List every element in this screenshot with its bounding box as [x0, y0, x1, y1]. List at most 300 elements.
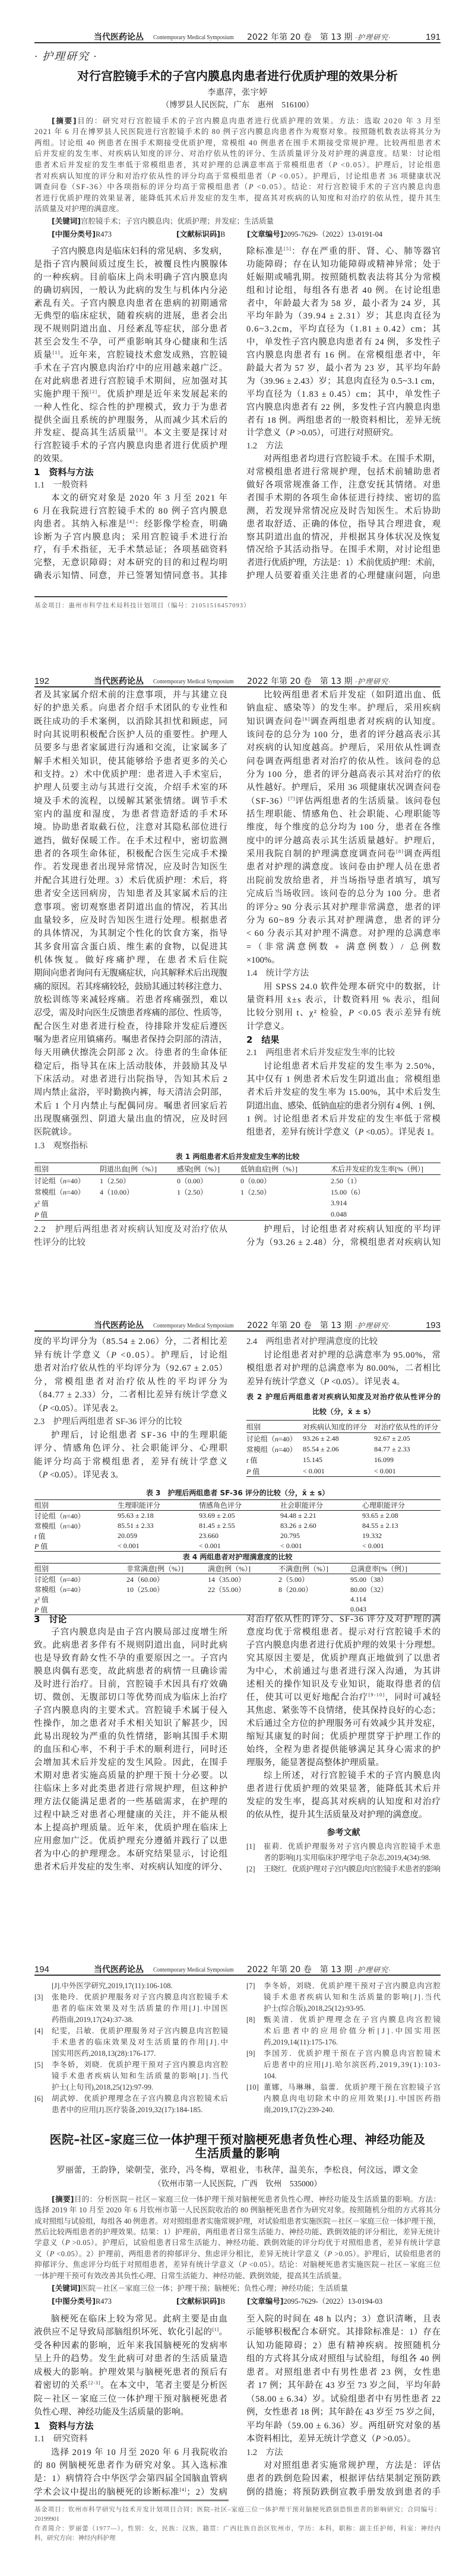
reference-number: [9]	[246, 2049, 255, 2058]
text-line: 患者安全送回病房，告知患者及其家属术后的注	[34, 889, 229, 899]
text-line: 配合医生对患者进行检查，待排除并发症后遵医	[34, 1021, 229, 1031]
text-line: 提供全面且系统的护理服务，从而减少其术后的	[34, 415, 229, 425]
text-line: 发症的发生率，提高其对疾病的认知度和对治疗	[246, 1797, 442, 1807]
text-line: 机体恢复。做好疼痛护理，在患者术后住院	[34, 955, 229, 965]
column-header: 阴道出血[例（%）]	[100, 1163, 177, 1175]
journal-name-en: Contemporary Medical Symposium	[153, 1966, 234, 1973]
reference-number: [2]	[246, 1864, 255, 1873]
text-line: 分，常模组患者对治疗依从性的平均评分为	[34, 1377, 229, 1387]
text-line: 抑郁评分、焦虑评分均低于对照组患者，差异有统计学意义（P <0.05）。结论：对脑梗死患者实施医院－社区－家庭三位	[34, 2260, 441, 2269]
text-line: 子宫内膜息肉的主要术式。宫腔镜手术属于侵入	[34, 1706, 229, 1715]
text-line: 完成后当场收回。该问卷的总分为 100 分。患者	[246, 889, 441, 899]
column-header: 情感角色评分	[199, 1500, 280, 1511]
table-cell: P 值	[34, 1542, 48, 1550]
text-line: 院－社区－家庭三位一体护理干预对脑梗死患者	[34, 2394, 229, 2404]
text-line: 宫内膜息肉患者有 16 例。在常模组患者中，年	[246, 351, 442, 361]
article-authors: 李惠萍，张宇婷	[207, 88, 268, 97]
table-cell: 84.77 ± 2.33	[374, 1444, 410, 1453]
section-heading: 1.4 统计学方法	[246, 969, 309, 979]
text-line: 应用愈加广泛。优质护理充分遵循并践行了以患	[34, 1836, 229, 1846]
text-line: 学术会议中提出的脑梗死的诊断标准[4]；2）发病	[34, 2486, 228, 2497]
page-193	[0, 1288, 475, 1932]
footnotes	[34, 2505, 441, 2543]
table-cell: 84.55 ± 2.13	[362, 1521, 398, 1530]
table-row	[34, 1541, 441, 1552]
table-cell: 22（55.00）	[208, 1585, 246, 1594]
text-line: 选择 2019 年 10 月至 2020 年 6 月我院收治	[51, 2447, 228, 2457]
table-header-row	[34, 1500, 441, 1511]
table-cell: 1（2.50）	[240, 1187, 271, 1196]
text-line: 的具体情况，为其制定个性化的饮食方案，指导	[34, 929, 229, 939]
text-line: 出现腹痛强烈、阴道大量出血的情况，应及时回	[34, 1115, 229, 1124]
text-line: （P <0.05）。详见表 2。	[34, 1403, 124, 1413]
body-column-left	[34, 1223, 227, 1249]
table-2-title-line	[246, 1405, 441, 1419]
table-row	[34, 1175, 441, 1186]
page-192	[0, 644, 475, 1288]
column-header: 心理职能评分	[362, 1500, 441, 1511]
text-line: 子宫内膜息肉是由子宫内膜局部过度增生所	[51, 1628, 229, 1637]
body-column-left	[34, 1613, 227, 1874]
text-line: 情况给予其活动指导。在围手术期，对讨论组患	[246, 545, 442, 555]
table-cell: < 0.001	[118, 1542, 140, 1550]
table-cell	[126, 1594, 208, 1604]
body-column-left	[34, 1335, 227, 1482]
body-column-left	[34, 689, 227, 1152]
text-line: 对两组患者均进行宫腔镜手术。在围手术期，	[264, 454, 441, 464]
table-cell: 3.914	[331, 1199, 347, 1208]
table-row	[34, 1574, 441, 1585]
running-header	[0, 32, 475, 43]
article-title	[0, 2133, 475, 2160]
text-line: 切、微创、无腹部切口等优势而成为临床上治疗	[34, 1693, 229, 1702]
table-cell: 81.45 ± 2.55	[199, 1521, 235, 1530]
table-cell: 85.54 ± 2.06	[303, 1444, 339, 1453]
reference-line: [J].中外医学研究,2019,17(11):106-108.	[52, 1981, 173, 1990]
journal-column: ·护理研究·	[355, 1322, 391, 1330]
table-cell: 常模组（n=40）	[34, 1522, 85, 1530]
table-cell: < 0.001	[362, 1542, 384, 1550]
text-line: 医院就诊。	[34, 1128, 77, 1138]
reference-line: 手术患者的临床效果及对生活质量的作用[J].中	[52, 2037, 229, 2046]
table-cell: < 0.001	[303, 1466, 325, 1475]
section-heading: 1 资料与方法	[34, 467, 94, 478]
table-cell: 94.48 ± 2.21	[280, 1511, 316, 1520]
text-line: 者中，年龄最大者为 58 岁，最小者为 24 岁，其	[246, 298, 441, 308]
text-line: 既往成功的手术案例，以消除其担忧和顾虑，同	[34, 717, 229, 727]
table-cell: 92.67 ± 2.05	[374, 1434, 410, 1443]
text-line: 会增加其术后并发症的发生风险。因此，在围手	[34, 1758, 229, 1768]
text-line: 在对此病患者进行宫腔镜手术期间，应加强对其	[34, 376, 229, 386]
reference-item	[34, 2059, 228, 2093]
text-line: 模组患者对护理的总满意率为 80.00%，二者相比	[246, 1364, 441, 1374]
table-cell	[208, 1594, 278, 1604]
text-line: 述相关的操作知识及专业知识，能取得患者的信	[246, 1680, 442, 1689]
reference-line: 内膜息肉电切除术中的应用效果[J].中国医药指	[264, 2094, 442, 2103]
text-line: 然后比较两组患者的护理效果。结果：1）护理前，两组患者日常生活能力、神经功能、跌倒效能的评分相比，差异无统计	[34, 2227, 441, 2236]
running-header	[0, 676, 475, 687]
reference-line: 胡武婷．优质护理理念在子宫内膜息肉宫腔镜术后	[52, 2094, 229, 2103]
journal-column: ·护理研究·	[355, 1966, 391, 1974]
table-row	[246, 1444, 441, 1455]
reference-line: 104.	[264, 2071, 277, 2080]
text-line: 周内禁止盆浴，平时勤换内裤，每天清洁会阴部，	[34, 1088, 228, 1098]
table-cell: 20.795	[280, 1531, 300, 1540]
reference-item	[246, 1980, 441, 2014]
table-cell: χ² 值	[34, 1199, 49, 1208]
table-2-title-text: 表 2 护理后两组患者对疾病认知度及对治疗依从性评分的	[246, 1392, 441, 1401]
text-line: 评分、情感角色评分、社会职能评分、心理职	[34, 1444, 229, 1453]
body-column-left	[34, 246, 227, 583]
clc-number	[52, 229, 112, 240]
text-line: 计学意义（P >0.05），可进行对照研究。	[246, 428, 399, 438]
text-line: =（非常满意例数 + 满意例数）/ 总例数	[246, 942, 443, 952]
column-header: 不满意[例（%）]	[278, 1564, 350, 1574]
text-line: 本上提高护理质量。近年来，优质护理在临床上	[34, 1823, 229, 1833]
text-line: 妊娠期或哺乳期。按照随机数表法将其分为常模	[246, 272, 442, 282]
table-cell: < 0.001	[199, 1542, 221, 1550]
reference-item	[34, 2026, 228, 2059]
table-cell: 93.65 ± 2.08	[362, 1511, 398, 1520]
reference-number: [7]	[246, 1981, 255, 1990]
text-line: 及时进行治疗。目前，宫腔镜手术因具有疗效确	[34, 1680, 229, 1689]
text-line: （58.00 ± 6.34）岁。试验组患者中有男性患者 22	[246, 2394, 441, 2404]
page-194	[0, 1932, 475, 2576]
text-line: 是：1）病情符合中华医学会第四届全国脑血管病	[34, 2474, 228, 2484]
reference-line: 南,2019,17(2):239-240.	[264, 2105, 335, 2114]
text-line: 量资料用 x̄±s 表示，计数资料用 % 表示，组间	[246, 995, 441, 1005]
abstract	[34, 2194, 441, 2281]
text-line: 察其阴道出血的情况，并根据其身体状况及恢复	[246, 532, 442, 542]
table-cell: < 0.001	[280, 1542, 302, 1550]
text-line: 度的平均评分为（85.54 ± 2.06）分，二者相比差	[34, 1337, 228, 1346]
reference-line: 镜手术患者疾病认知和生活质量的影响[J].当代	[52, 2071, 229, 2080]
section-heading: 2.4 两组患者对护理满意度的比较	[246, 1337, 378, 1346]
text-line: 患者对治疗依从性的平均评分为（92.67 ± 2.05）	[34, 1364, 228, 1373]
column-header: 感染[例（%）]	[177, 1163, 240, 1175]
journal-name: 当代医药论丛	[94, 677, 144, 686]
text-line: 行宫腔镜手术的子宫内膜息肉患者进行优质护理	[34, 441, 229, 451]
section-heading: 1 资料与方法	[34, 2420, 94, 2431]
section-heading: 性评分的比较	[34, 1238, 86, 1247]
text-line: 者有 18 例。两组患者的一般资料相比，差异无统	[246, 415, 441, 425]
text-line: 活质量及对护理的满意度。	[34, 205, 124, 214]
clc-value: R473	[95, 230, 112, 238]
text-line: 阴道出血、感染、低钠血症的患者分别有 4 例、1 例、	[246, 1101, 441, 1111]
table-cell: < 0.001	[374, 1466, 396, 1475]
doc-code-label: [文献标识码]	[176, 2297, 220, 2306]
section-heading: 1.2 方法	[246, 441, 283, 451]
text-line: 术期对患者实施高质量的护理干预十分必要。以	[34, 1771, 229, 1781]
text-line: 分为 60~89 分表示其对护理满意，患者的评分	[246, 915, 442, 925]
text-line: 疗，有手术指征，无手术禁忌证；各项基础资料	[34, 545, 229, 555]
table-3-title: 表 3 护理后两组患者 SF-36 评分的比较（分，x̄ ± s）	[145, 1489, 330, 1497]
text-line: 6 月在我院进行宫腔镜手术的 80 例子宫内膜息	[34, 506, 229, 516]
keywords-label: [关键词]	[52, 2284, 81, 2292]
document-code	[176, 229, 225, 240]
text-line: （84.77 ± 2.33）分，二者相比差异有统计学意义	[34, 1390, 228, 1400]
text-line: 异有统计学意义（P <0.05）。护理后，讨论组	[34, 1350, 229, 1360]
article-affiliation: （博罗县人民医院，广东 惠州 516100）	[161, 100, 314, 109]
section-heading: 2 结果	[246, 1034, 280, 1045]
text-line: 和支持。2）术中优质护理：患者进入手术室后，	[34, 770, 228, 780]
header-rule	[34, 1975, 441, 1976]
text-line: 膜息肉偶有恶变，故此病患者的病情一旦确诊需	[34, 1667, 229, 1676]
text-line: 稳定后，指导其在床上活动肢体，并鼓励其及早	[34, 1061, 229, 1071]
reference-line: 国实用医药,2018,13(28):176-177.	[52, 2049, 156, 2058]
text-line: 忍受，需及时向医生反馈患者疼痛的部位、性质等，	[34, 1008, 227, 1018]
table-row	[34, 1198, 441, 1209]
reference-line: 镜手术患者疾病认知和生活质量的影响[J].当代	[264, 1992, 442, 2001]
text-line: 做好各项常规准备工作，注意安抚其情绪。对患	[246, 480, 442, 491]
column-header: 组别	[246, 1421, 303, 1433]
text-line: 宫内膜息肉患者有 22 例，多发性子宫内膜息肉患	[246, 402, 441, 412]
header-rule	[34, 1330, 441, 1332]
document-code	[176, 2296, 225, 2307]
journal-issue: 2022 年第 20 卷 第 13 期	[247, 677, 353, 686]
reference-number: [5]	[34, 2060, 43, 2069]
text-line: 为（39.96 ± 2.43）岁；其息肉直径为 0.5~3.1 cm，	[246, 376, 441, 386]
text-line: 现不规则阴道出血、月经紊乱等症状，部分患者	[34, 324, 229, 335]
text-line: 功能障碍；存在认知功能障碍或精神异常；处于	[246, 259, 442, 269]
text-line: 室内的温度和湿度，为患者营造舒适的手术环	[34, 810, 229, 820]
text-line: 成极大的影响。护理效果与脑梗死患者的预后有	[34, 2367, 229, 2377]
header-rule	[34, 686, 441, 687]
page-number: 193	[425, 1320, 441, 1330]
text-line: 并发症、提高其生活质量[3]。本文主要是探讨对	[34, 428, 229, 438]
body-column-right	[246, 1613, 441, 1822]
doc-code-value: B	[220, 2297, 226, 2306]
references-heading: 参考文献	[327, 1828, 360, 1838]
journal-issue: 2022 年第 20 卷 第 13 期	[247, 1965, 353, 1975]
table-1-title: 表 1 两组患者术后并发症发生率的比较	[175, 1152, 300, 1161]
reference-line: 者的影响[J].实用临床护理学电子杂志,2019,4(34):98.	[264, 1853, 431, 1862]
table-4	[34, 1563, 441, 1615]
text-line: 患者术后并发症的发生率、对疾病认知度的评分、	[34, 1862, 228, 1872]
table-row	[246, 1466, 441, 1477]
text-line: 讨论组患者术后并发症的发生率为 2.50%，	[264, 1061, 442, 1071]
page-number: 191	[425, 32, 441, 42]
article-number-label: [文章编号]	[247, 230, 284, 238]
text-line: 倒的措施；将预防跌倒宣教手册发放到患者的手	[246, 2487, 442, 2497]
column-header: 组别	[34, 1163, 100, 1175]
clc-label: [中图分类号]	[52, 2297, 96, 2306]
table-cell	[177, 1198, 240, 1209]
clc-label: [中图分类号]	[52, 230, 96, 238]
text-line: 其中仅有 1 例患者术后发生阴道出血；常模组患	[246, 1074, 442, 1084]
journal-name: 当代医药论丛	[94, 33, 144, 42]
text-line: 为中心，术前通过与患者进行深入沟通，为其讲	[246, 1667, 442, 1676]
table-row	[34, 1511, 441, 1521]
journal-name: 当代医药论丛	[94, 1321, 144, 1330]
doc-code-value: B	[220, 230, 226, 238]
text-line: 选择 2019 年 10 月至 2020 年 6 月钦州市第一人民医院收治的 80 例脑梗死患者作为研究对象。按照随机分组的方式将其分	[34, 2206, 441, 2215]
section-heading: 2.1 两组患者术后并发症发生率的比较	[246, 1048, 395, 1058]
table-header-row	[246, 1421, 441, 1433]
text-line: 知识调查问卷[6]调查两组患者对疾病的认知度。	[246, 716, 442, 727]
references-list	[34, 1980, 228, 2116]
text-line: 往临床上多对此类患者进行常规护理，但这种护	[34, 1784, 229, 1794]
table-cell: 23.660	[199, 1531, 218, 1540]
reference-line: 药指南,2019,17(24):37-38.	[52, 2015, 134, 2024]
column-header: 组别	[34, 1500, 118, 1511]
text-line: 子宫内膜息肉是临床妇科的常见病、多发病，	[51, 247, 228, 256]
text-line: 比较两组患者术后并发症（如阴道出血、低	[264, 690, 442, 700]
text-line: 患者取舒适、正确的体位，指导其合理进食，观	[246, 519, 442, 529]
reference-item	[246, 2082, 441, 2116]
text-line: 平均年龄（59.00 ± 6.36）岁。两组研究对象的基	[246, 2421, 441, 2431]
text-line: 下床活动。对患者进行出院指导，告知其术后 2	[34, 1074, 229, 1084]
text-line: 护理人员要着重关注患者的心理健康问题，向患	[246, 571, 442, 581]
table-cell: 85.51 ± 2.33	[118, 1521, 154, 1530]
text-line: 至入院的时间在 48 h 以内；3）意识清晰，且表	[246, 2314, 442, 2324]
text-line: 负性心理、神经功能及生活质量的影响。	[34, 2408, 189, 2418]
table-cell	[100, 1209, 177, 1220]
text-line: 的效果。	[34, 454, 68, 464]
text-line: 例，女性患者 18 例；其年龄在 43 岁至 75 岁之间，	[246, 2408, 441, 2418]
text-line: < 60 分表示其对护理不满意。对护理的总满意率	[246, 929, 441, 939]
text-line: 任，使其可以更好地配合治疗[9-10]，同时可减轻	[246, 1692, 442, 1702]
column-header: 对治疗依从性的评分	[374, 1421, 441, 1433]
table-cell: 讨论组（n=40）	[34, 1575, 85, 1584]
table-cell: 4.114	[350, 1595, 366, 1603]
section-heading: 1.2 方法	[246, 2447, 283, 2457]
table-cell: 80.00（32）	[350, 1585, 388, 1594]
text-line: 每天用碘伏擦洗会阴部 2 次。待患者的生命体征	[34, 1048, 228, 1058]
header-rule	[34, 42, 441, 43]
text-line: 理方法仅能满足患者的一些基础需求，在护理的	[34, 1797, 229, 1807]
table-cell: 2.50（1）	[331, 1176, 362, 1185]
reference-line: 患者的临床效果及对生活质量的作用[J].中国医	[52, 2004, 229, 2013]
text-line: 诊断为子宫内膜息肉；采用宫腔镜手术进行治	[34, 532, 229, 542]
reference-line: 患者中的应用[J].医疗装备,2019,32(17):184-185.	[52, 2105, 203, 2114]
table-row	[34, 1186, 441, 1198]
text-line: 度中的评分越高表示其生活质量越好。护理后，	[246, 836, 442, 846]
text-line: 脑梗死在临床上较为常见。此病主要是由血	[51, 2314, 229, 2324]
text-line: 能评分均高于常模组患者，差异有统计学意义	[34, 1457, 229, 1467]
text-line: 血量较多，应及时告知医生进行处理。根据患者	[34, 915, 229, 925]
references-list	[246, 1980, 441, 2116]
text-line: 调查问卷（SF-36）中各项指标的评分均高于常模组患者（P <0.05）。结论：对行宫腔镜手术的子宫内膜息肉患	[34, 183, 442, 192]
text-line: 基金项目：钦州市科学研究与技术开发计划项目合同；医院–社区–家庭三位一体护理干预对脑梗死跌倒恐惧患者的影响研究；合同编号：	[34, 2507, 441, 2513]
text-line: ×100%。	[246, 955, 280, 965]
table-cell: 20.059	[118, 1531, 137, 1540]
clc-value: R473	[95, 2297, 112, 2306]
doc-code-label: [文献标识码]	[176, 230, 220, 238]
reference-line: 王晓红．优质护理对子宫内膜息肉宫腔镜手术患者的影响	[264, 1864, 441, 1873]
table-header-row	[34, 1564, 441, 1574]
text-line: 是指子宫内膜间质过度生长，被覆良性内膜腺体	[34, 259, 229, 269]
text-line: 对对照组患者实施常规护理，方法是：评估	[264, 2460, 442, 2470]
text-line: 该问卷的总分为 100 分，患者的评分越高表示其	[246, 730, 441, 740]
text-line: 采用我院自制的护理满意度调查问卷[8]调查两组	[246, 849, 442, 859]
references-list	[246, 1841, 441, 1875]
table-row	[246, 1433, 441, 1444]
table-cell: P 值	[34, 1606, 48, 1614]
table-header-row	[34, 1163, 441, 1175]
text-line: 究其原因主要是，优质护理真正地做到了以患者	[246, 1654, 442, 1663]
table-cell: 0.048	[331, 1210, 347, 1219]
text-line: 液供应不足导致局部脑组织坏死、软化引起的[1]。	[34, 2327, 228, 2338]
table-cell: t 值	[246, 1456, 258, 1465]
text-line: 护理后，讨论组患者 SF-36 中的生理职能	[51, 1430, 229, 1440]
keywords-label: [关键词]	[52, 216, 81, 225]
text-line: 放松训练等来减轻疼痛。若患者疼痛强烈，难以	[34, 995, 229, 1005]
body-column-right	[246, 1335, 441, 1389]
table-cell	[240, 1209, 331, 1220]
reference-line: 李国芳．优质护理干预在子宫内膜息肉宫腔镜术	[264, 2049, 442, 2058]
body-column-right	[246, 2313, 441, 2499]
text-line: 后并发症的发生率、对疾病认知度的评分、对治疗依从性的评分、生活质量评分及对护理的满意度。结果：讨论组	[34, 149, 442, 158]
table-cell: 常模组（n=40）	[34, 1585, 85, 1594]
reference-item	[246, 1841, 441, 1864]
column-header: 组别	[34, 1564, 126, 1574]
text-line: 用 SPSS 24.0 软件处理本研究中的数据，计	[264, 982, 442, 992]
table-cell: 常模组（n=40）	[246, 1445, 297, 1454]
text-line: 本文的研究对象是 2020 年 3 月至 2021 年	[51, 493, 229, 503]
text-line: 钠血症、感染等）的发生率。护理后，采用疾病	[246, 703, 442, 714]
table-3	[34, 1499, 441, 1552]
reference-line: 张艳玲．优质护理服务对子宫内膜息肉宫腔镜手术	[52, 1992, 229, 2001]
body-column-right	[246, 689, 441, 1139]
text-line: 者进行优质护理的效果显著，能降低其术后并发症的发生率，提高其对疾病的认知度和对治疗的依从性，提升其生	[34, 193, 442, 202]
table-cell: χ² 值	[34, 1596, 49, 1604]
text-line: 其焦虑、紧张等不良情绪，使其保持良好的心态；	[246, 1706, 441, 1715]
article-title: 对行宫腔镜手术的子宫内膜息肉患者进行优质护理的效果分析	[77, 69, 398, 83]
journal-name-en: Contemporary Medical Symposium	[153, 1322, 234, 1329]
text-line: 义（P <0.05）。2）护理前，两组患者的抑郁评分、焦虑评分相比，差异无统计学意义（P >0.05）。护理后，试验组患者的	[34, 2249, 441, 2258]
text-line: 对治疗依从性的评分、SF-36 评分及对护理的满	[246, 1615, 442, 1624]
text-line: 者对疾病认知度的评分和对治疗依从性的评分均高于常模组患者（P <0.05）。护理后，讨论组患者 36 项健康状况	[34, 171, 442, 180]
article-number	[247, 2296, 382, 2307]
text-line: 痛的原因。若其疼痛较轻，鼓励其通过转移注意力、	[34, 982, 227, 992]
reference-line: 甄美清．优质护理理念在子宫内膜息肉宫腔镜	[264, 2015, 442, 2024]
table-row	[34, 1584, 441, 1594]
article-number	[247, 229, 382, 240]
text-line: 出院前发放给患者，并当场指导患者填写，填写	[246, 875, 442, 886]
text-line: 本资料相比，差异无统计学意义（P >0.05）。	[246, 2434, 416, 2444]
text-line: 致。此病患者多伴有不规则阴道出血，同时此病	[34, 1641, 229, 1650]
text-line: 平均直径为（1.83 ± 0.45）cm；其中，单发性子	[246, 389, 441, 399]
text-line: 认知功能障碍；2）患有精神疾病。按照随机分	[246, 2341, 442, 2351]
text-line: 术后 1 个月内禁止与配偶同房。嘱患者回家后若	[34, 1101, 228, 1111]
column-header: 社会职能评分	[280, 1500, 362, 1511]
reference-number: [6]	[34, 2094, 43, 2103]
table-cell: 10（25.00）	[126, 1585, 164, 1594]
text-line: （SF-36）[7]评估两组患者的生活质量。该问卷包	[246, 795, 441, 806]
journal-column: ·护理研究·	[355, 33, 391, 42]
text-line: 缩短其康复的时间；优质护理贯穿于护理工作的	[246, 1732, 442, 1741]
article-number-label: [文章编号]	[247, 2297, 284, 2306]
article-authors: 罗丽蕾，王韵铮，梁朝莹，张玲，冯冬梅，覃祖业，韦秋萍，温美东，李松良，何汶远，谭文金	[56, 2166, 419, 2175]
text-line: 组的方式将其分成对照组与试验组，每组各 40 例	[246, 2354, 441, 2364]
table-cell: 83.26 ± 2.60	[280, 1521, 316, 1530]
text-line: 计学意义。	[246, 1021, 290, 1031]
text-line: 患者的跌倒危险因素，根据评估结果制定预防跌	[246, 2474, 442, 2484]
keywords	[52, 216, 274, 227]
section-tag: · 护理研究 ·	[34, 50, 97, 62]
table-cell: 14（35.00）	[208, 1575, 246, 1584]
text-line: [摘要]目的：分析医院－社区－家庭三位一体护理干预对脑梗死患者负性心理、神经功能及生活质量的影响。方法：	[52, 2194, 441, 2204]
table-2-title-text: 比较（分，x̄ ± s）	[312, 1407, 375, 1416]
reference-item	[246, 2014, 441, 2048]
table-cell: 19.332	[362, 1531, 382, 1540]
text-line: 护理后，讨论组患者对疾病认知度的平均评	[264, 1225, 442, 1234]
text-line: 学意义（P >0.05）。护理后，试验组患者日常生活能力、神经功能、跌倒效能的评分均优于对照组患者，差异有统计学意	[34, 2239, 441, 2247]
section-heading: 2.2 护理后两组患者对疾病认知度及对治疗依从	[34, 1225, 228, 1234]
text-line: 患者术后并发症的发生率低于常模组患者，其对护理的总满意率高于常模组患者（P <0.05）。护理后，讨论组患	[34, 161, 442, 170]
text-line: 患者的各项生命体征，积极配合医生完成手术操	[34, 849, 229, 859]
